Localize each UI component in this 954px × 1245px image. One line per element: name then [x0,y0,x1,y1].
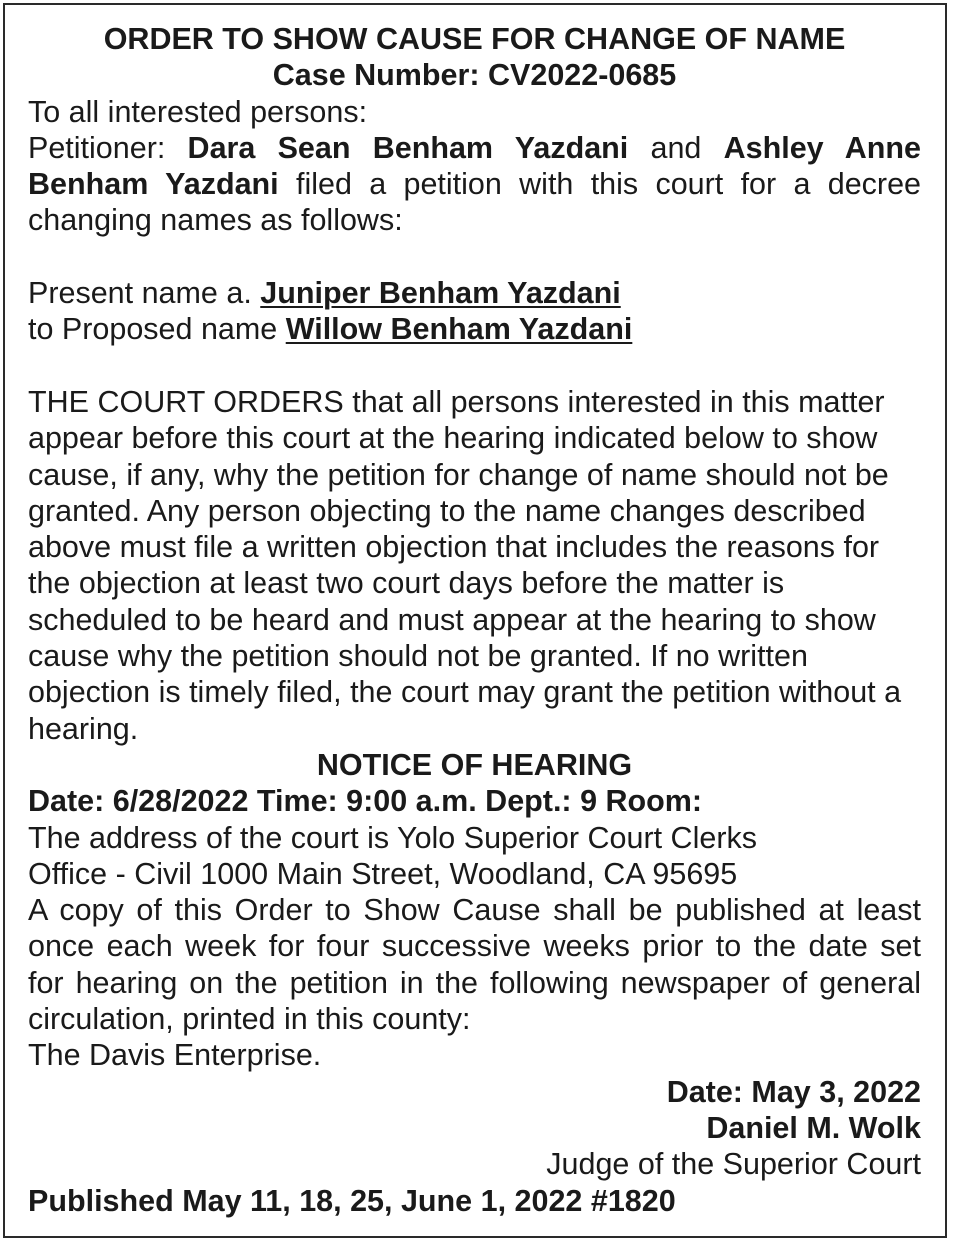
case-number: Case Number: CV2022-0685 [272,58,677,93]
proposed-name: Willow Benham Yazdani [285,312,633,347]
petition-prefix: Petitioner: [28,130,188,165]
petition-conjunction: and [628,130,724,165]
judge-name: Daniel M. Wolk [706,1110,921,1145]
court-address-line-2: Office - Civil 1000 Main Street, Woodland, CA 95695 [28,856,738,891]
court-address-line-1: The address of the court is Yolo Superior Court Clerks [28,820,757,855]
salutation: To all interested persons: [28,94,368,129]
newspaper-name: The Davis Enterprise. [28,1038,322,1073]
order-date: Date: May 3, 2022 [666,1074,921,1109]
publication-paragraph: A copy of this Order to Show Cause shall be published at least once each week for four successive weeks prior to the date set for hearing on the petition in the following newspaper of general circulation, printed in this county: [28,893,921,1037]
spacer [28,239,921,275]
petition-paragraph [28,130,921,239]
court-orders-paragraph: THE COURT ORDERS that all persons interested in this matter appear before this court at the hearing indicated below to show cause, if any, why the petition for change of name should not be granted. Any person objecting to the name changes described above must file a written objection that includes the reasons for the objection at least two court days before the matter is scheduled to be heard and must appear at the hearing to show cause why the petition should not be granted. If no written objection is timely filed, the court may grant the petition without a hearing. [28,384,902,746]
hearing-heading: NOTICE OF HEARING [316,747,633,782]
hearing-details: Date: 6/28/2022 Time: 9:00 a.m. Dept.: 9 Room: [28,784,703,819]
proposed-name-line [28,311,921,347]
notice-title: ORDER TO SHOW CAUSE FOR CHANGE OF NAME [103,22,846,56]
present-name: Juniper Benham Yazdani [260,276,621,311]
judge-title: Judge of the Superior Court [546,1147,921,1182]
spacer [28,348,921,384]
proposed-name-label: to Proposed name [28,312,286,347]
present-name-line [28,275,921,311]
present-name-label: Present name a. [28,276,261,311]
published-dates: Published May 11, 18, 25, June 1, 2022 #1820 [28,1183,676,1218]
legal-notice [3,3,947,1238]
petitioner-1: Dara Sean Benham Yazdani [187,130,629,165]
petitioner-2: Ashley Anne Benham Yazdani [28,130,921,202]
petition-suffix: filed a petition with this court for a decree changing names as follows: [28,167,922,238]
